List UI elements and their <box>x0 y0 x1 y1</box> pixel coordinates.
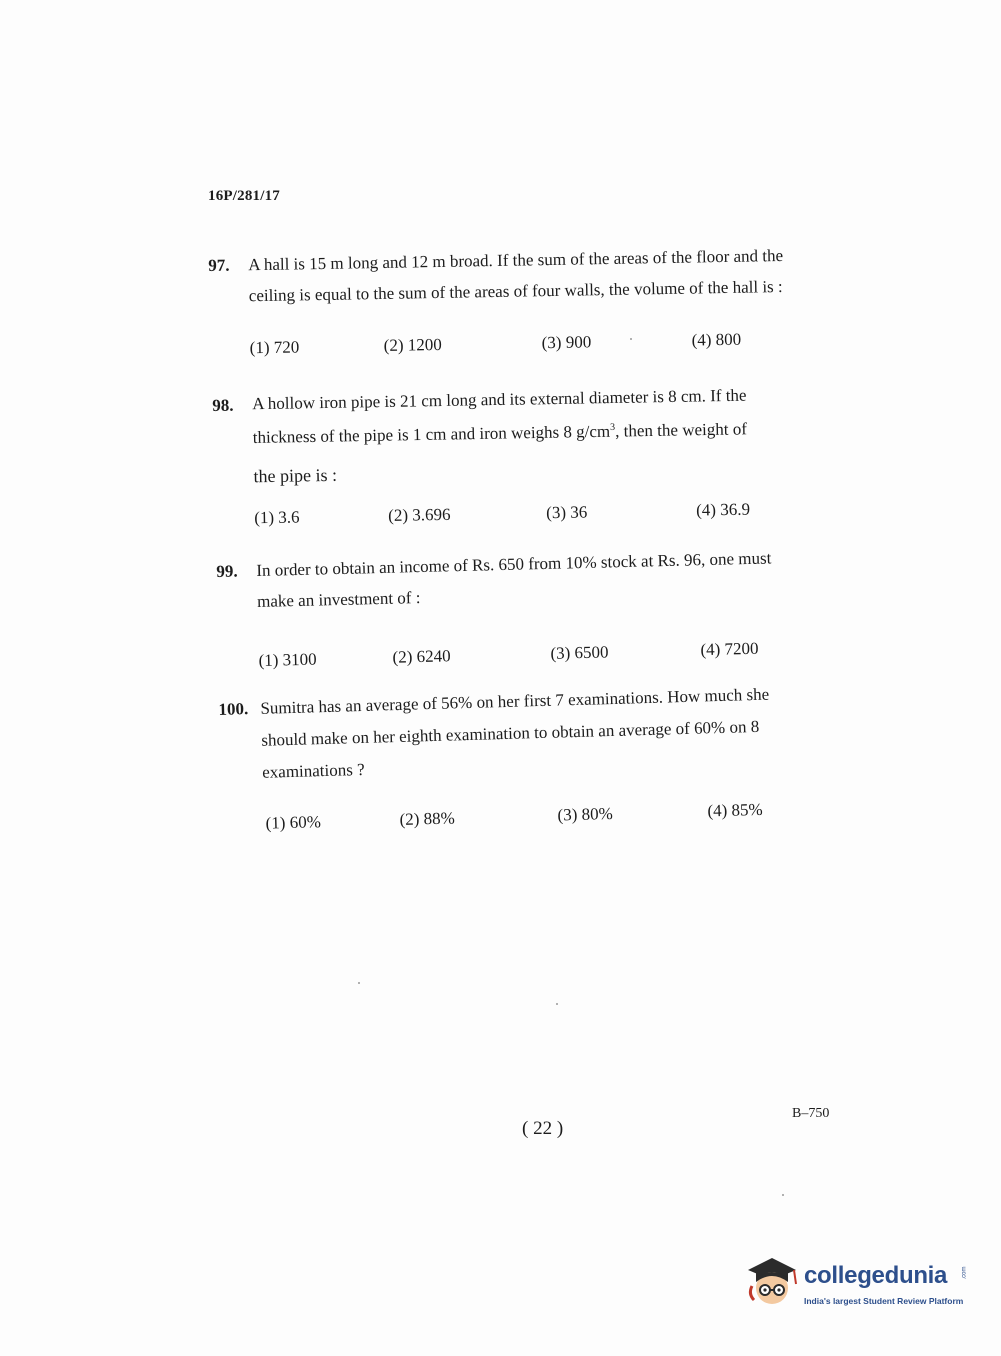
answer-options <box>265 792 826 838</box>
option-3: (3) 80% <box>557 804 613 825</box>
logo-tagline: India's largest Student Review Platform <box>804 1296 964 1306</box>
answer-options <box>249 323 809 363</box>
question-line: the pipe is : <box>253 464 338 486</box>
page-number: ( 22 ) <box>522 1118 564 1139</box>
question-line: should make on her eighth examination to obtain an average of 60% on 8 <box>261 716 760 750</box>
question-98 <box>212 380 814 528</box>
question-text <box>260 677 830 789</box>
superscript: 3 <box>610 421 616 434</box>
option-1: (1) 3.6 <box>254 507 300 528</box>
question-number: 98. <box>212 395 234 415</box>
option-1: (1) 60% <box>265 812 322 833</box>
option-2: (2) 6240 <box>392 646 451 667</box>
question-number: 97. <box>208 255 230 275</box>
question-text <box>256 541 817 617</box>
question-line: make an investment of : <box>256 588 421 612</box>
question-number: 99. <box>216 561 238 581</box>
question-line-part: thickness of the pipe is 1 cm and iron weighs 8 g/cm <box>252 421 611 447</box>
set-code: B–750 <box>792 1106 830 1121</box>
option-2: (2) 3.696 <box>388 504 451 525</box>
option-3: (3) 6500 <box>550 642 609 663</box>
question-number: 100. <box>218 699 249 719</box>
scan-speck <box>630 338 632 340</box>
answer-options <box>258 631 819 675</box>
question-line: Sumitra has an average of 56% on her first 7 examinations. How much she <box>260 684 770 718</box>
option-1: (1) 720 <box>249 337 300 358</box>
option-2: (2) 88% <box>399 808 456 829</box>
scan-speck <box>358 982 360 984</box>
option-4: (4) 36.9 <box>696 499 751 520</box>
option-1: (1) 3100 <box>258 649 317 670</box>
question-line: ceiling is equal to the sum of the areas of four walls, the volume of the hall is : <box>248 276 783 306</box>
scan-speck <box>556 1003 558 1005</box>
question-line: A hall is 15 m long and 12 m broad. If the sum of the areas of the floor and the <box>248 245 784 275</box>
option-4: (4) 7200 <box>700 638 759 660</box>
question-100 <box>218 677 830 833</box>
collegedunia-logo <box>742 1250 972 1320</box>
question-line: A hollow iron pipe is 21 cm long and its external diameter is 8 cm. If the <box>252 385 747 414</box>
option-2: (2) 1200 <box>383 334 442 355</box>
answer-options <box>254 493 814 533</box>
paper-code: 16P/281/17 <box>208 188 280 204</box>
question-99 <box>216 541 817 670</box>
question-line: examinations ? <box>261 759 365 782</box>
mascot-logo-icon <box>742 1250 802 1310</box>
logo-domain-suffix: .com <box>961 1266 968 1280</box>
scan-speck <box>782 1194 784 1196</box>
option-4: (4) 800 <box>691 329 742 350</box>
question-text <box>248 240 809 312</box>
question-line-part: , then the weight of <box>615 419 748 441</box>
logo-wordmark: collegedunia <box>804 1262 948 1289</box>
question-97 <box>208 240 809 358</box>
question-line: In order to obtain an income of Rs. 650 from 10% stock at Rs. 96, one must <box>256 548 772 581</box>
option-3: (3) 36 <box>546 502 588 523</box>
option-4: (4) 85% <box>707 799 763 821</box>
question-text <box>252 380 814 492</box>
option-3: (3) 900 <box>541 332 592 353</box>
